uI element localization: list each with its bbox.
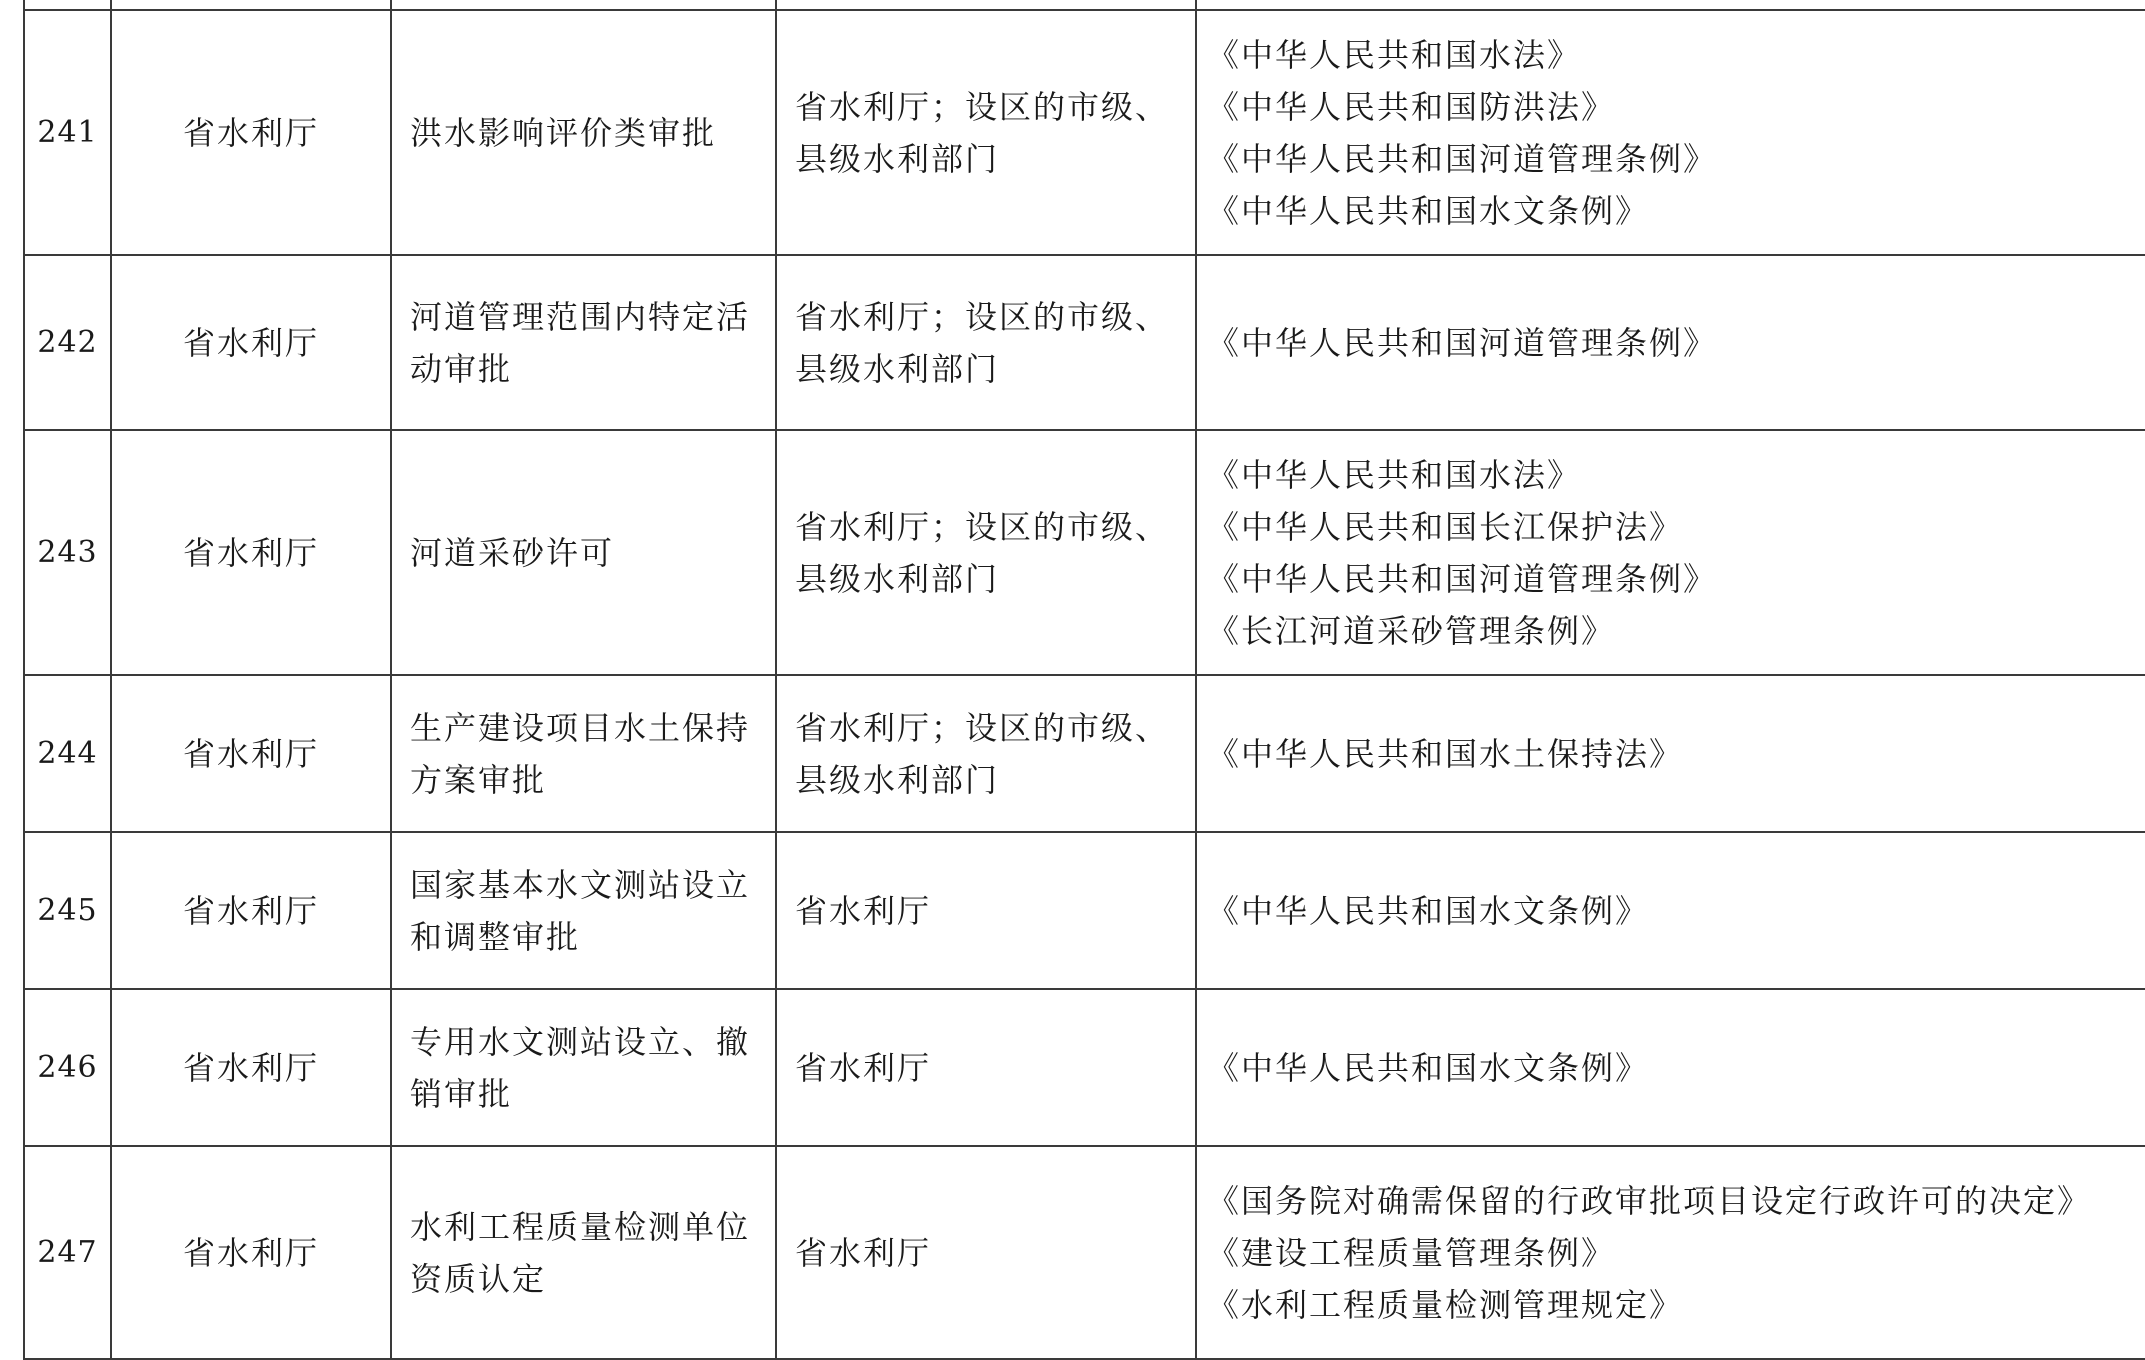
table-body <box>24 0 2145 1359</box>
table-row <box>24 10 2145 255</box>
row-number: 246 <box>24 989 111 1146</box>
row-number: 244 <box>24 675 111 832</box>
item-name-cell: 生产建设项目水土保持方案审批 <box>391 675 776 832</box>
department-cell: 省水利厅 <box>111 675 391 832</box>
item-name-cell: 水利工程质量检测单位资质认定 <box>391 1146 776 1359</box>
department-cell: 省水利厅 <box>111 989 391 1146</box>
authority-cell: 省水利厅 <box>776 1146 1196 1359</box>
legal-basis-line: 《中华人民共和国防洪法》 <box>1207 87 1616 126</box>
legal-basis-cell <box>1196 1146 2145 1359</box>
legal-basis-cell <box>1196 255 2145 430</box>
item-name-cell: 洪水影响评价类审批 <box>391 10 776 255</box>
department-cell: 省水利厅 <box>111 255 391 430</box>
row-number: 242 <box>24 255 111 430</box>
item-name-cell: 河道管理范围内特定活动审批 <box>391 255 776 430</box>
table-row <box>24 675 2145 832</box>
cell-empty <box>776 0 1196 10</box>
table-row <box>24 255 2145 430</box>
legal-basis-line: 《国务院对确需保留的行政审批项目设定行政许可的决定》 <box>1207 1181 2092 1220</box>
legal-basis-line: 《中华人民共和国水法》 <box>1207 35 1582 74</box>
table-row <box>24 430 2145 675</box>
row-number: 247 <box>24 1146 111 1359</box>
department-cell: 省水利厅 <box>111 430 391 675</box>
legal-basis-cell <box>1196 430 2145 675</box>
row-number: 243 <box>24 430 111 675</box>
row-number: 241 <box>24 10 111 255</box>
table-row <box>24 989 2145 1146</box>
legal-basis-line: 《中华人民共和国水法》 <box>1207 455 1582 494</box>
item-name-cell: 河道采砂许可 <box>391 430 776 675</box>
cell-empty <box>391 0 776 10</box>
table-row <box>24 1146 2145 1359</box>
row-number: 245 <box>24 832 111 989</box>
table-row <box>24 832 2145 989</box>
legal-basis-line: 《建设工程质量管理条例》 <box>1207 1233 1616 1272</box>
authority-cell: 省水利厅 <box>776 989 1196 1146</box>
department-cell: 省水利厅 <box>111 1146 391 1359</box>
authority-cell: 省水利厅 <box>776 832 1196 989</box>
legal-basis-line: 《水利工程质量检测管理规定》 <box>1207 1285 1684 1324</box>
item-name-cell: 专用水文测站设立、撤销审批 <box>391 989 776 1146</box>
legal-basis-line: 《中华人民共和国水土保持法》 <box>1207 734 1684 773</box>
cell-empty <box>111 0 391 10</box>
legal-basis-cell <box>1196 989 2145 1146</box>
item-name-cell: 国家基本水文测站设立和调整审批 <box>391 832 776 989</box>
authority-cell: 省水利厅；设区的市级、县级水利部门 <box>776 10 1196 255</box>
table-row-continued <box>24 0 2145 10</box>
cell-empty <box>1196 0 2145 10</box>
approval-items-table <box>23 0 2145 1360</box>
legal-basis-line: 《中华人民共和国水文条例》 <box>1207 1048 1650 1087</box>
authority-cell: 省水利厅；设区的市级、县级水利部门 <box>776 675 1196 832</box>
department-cell: 省水利厅 <box>111 832 391 989</box>
legal-basis-cell <box>1196 675 2145 832</box>
authority-cell: 省水利厅；设区的市级、县级水利部门 <box>776 430 1196 675</box>
cell-empty <box>24 0 111 10</box>
legal-basis-line: 《长江河道采砂管理条例》 <box>1207 611 1616 650</box>
department-cell: 省水利厅 <box>111 10 391 255</box>
legal-basis-cell <box>1196 10 2145 255</box>
legal-basis-line: 《中华人民共和国水文条例》 <box>1207 891 1650 930</box>
legal-basis-line: 《中华人民共和国河道管理条例》 <box>1207 323 1718 362</box>
legal-basis-line: 《中华人民共和国河道管理条例》 <box>1207 559 1718 598</box>
legal-basis-cell <box>1196 832 2145 989</box>
legal-basis-line: 《中华人民共和国水文条例》 <box>1207 191 1650 230</box>
authority-cell: 省水利厅；设区的市级、县级水利部门 <box>776 255 1196 430</box>
legal-basis-line: 《中华人民共和国河道管理条例》 <box>1207 139 1718 178</box>
legal-basis-line: 《中华人民共和国长江保护法》 <box>1207 507 1684 546</box>
